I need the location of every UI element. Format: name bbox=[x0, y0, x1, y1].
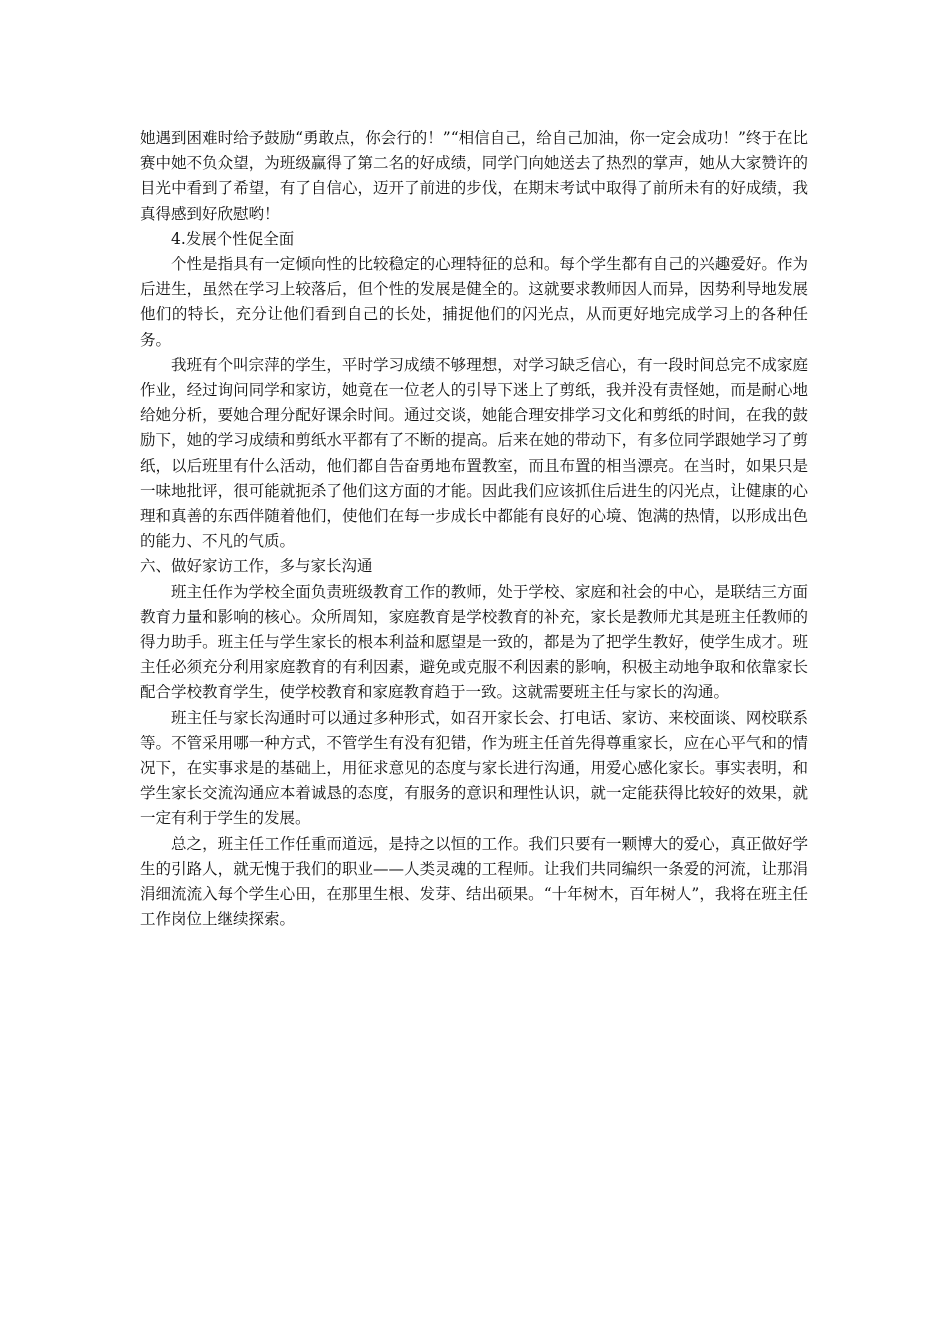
paragraph: 个性是指具有一定倾向性的比较稳定的心理特征的总和。每个学生都有自己的兴趣爱好。作为后进生，虽然在学习上较落后，但个性的发展是健全的。这就要求教师因人而异，因势利导地发展他们的特长，充分让他们看到自己的长处，捕捉他们的闪光点，从而更好地完成学习上的各种任务。 bbox=[140, 255, 808, 349]
paragraph-continuation: 她遇到困难时给予鼓励“勇敢点，你会行的！”“相信自己，给自己加油，你一定会成功！”终于在比赛中她不负众望，为班级赢得了第二名的好成绩，同学门向她送去了热烈的掌声，她从大家赞许的目光中看到了希望，有了自信心，迈开了前进的步伐，在期末考试中取得了前所未有的好成绩，我真得感到好欣慰哟！ bbox=[140, 129, 808, 223]
section-heading: 六、做好家访工作，多与家长沟通 bbox=[140, 557, 373, 576]
paragraph: 班主任作为学校全面负责班级教育工作的教师，处于学校、家庭和社会的中心，是联结三方面教育力量和影响的核心。众所周知，家庭教育是学校教育的补充，家长是教师尤其是班主任教师的得力助手。班主任与学生家长的根本利益和愿望是一致的，都是为了把学生教好，使学生成才。班主任必须充分利用家庭教育的有利因素，避免或克服不利因素的影响，积极主动地争取和依靠家长配合学校教育学生，使学校教育和家庭教育趋于一致。这就需要班主任与家长的沟通。 bbox=[140, 582, 808, 702]
paragraph: 班主任与家长沟通时可以通过多种形式，如召开家长会、打电话、家访、来校面谈、网校联系等。不管采用哪一种方式，不管学生有没有犯错，作为班主任首先得尊重家长，应在心平气和的情况下，在实事求是的基础上，用征求意见的态度与家长进行沟通，用爱心感化家长。事实表明，和学生家长交流沟通应本着诚恳的态度，有服务的意识和理性认识，就一定能获得比较好的效果，就一定有利于学生的发展。 bbox=[140, 708, 808, 828]
paragraph: 总之，班主任工作任重而道远，是持之以恒的工作。我们只要有一颗博大的爱心，真正做好学生的引路人，就无愧于我们的职业——人类灵魂的工程师。让我们共同编织一条爱的河流，让那涓涓细流流入每个学生心田，在那里生根、发芽、结出硕果。“十年树木，百年树人”，我将在班主任工作岗位上继续探索。 bbox=[140, 834, 808, 929]
paragraph: 我班有个叫宗萍的学生，平时学习成绩不够理想，对学习缺乏信心，有一段时间总完不成家庭作业，经过询问同学和家访，她竟在一位老人的引导下迷上了剪纸，我并没有责怪她，而是耐心地给她分析，要她合理分配好课余时间。通过交谈，她能合理安排学习文化和剪纸的时间，在我的鼓励下，她的学习成绩和剪纸水平都有了不断的提高。后来在她的带动下，有多位同学跟她学习了剪纸，以后班里有什么活动，他们都自告奋勇地布置教室，而且布置的相当漂亮。在当时，如果只是一味地批评，很可能就扼杀了他们这方面的才能。因此我们应该抓住后进生的闪光点，让健康的心理和真善的东西伴随着他们，使他们在每一步成长中都能有良好的心境、饱满的热情，以形成出色的能力、不凡的气质。 bbox=[140, 355, 808, 551]
section-subheading: 4.发展个性促全面 bbox=[171, 229, 295, 248]
document-body bbox=[140, 126, 808, 933]
